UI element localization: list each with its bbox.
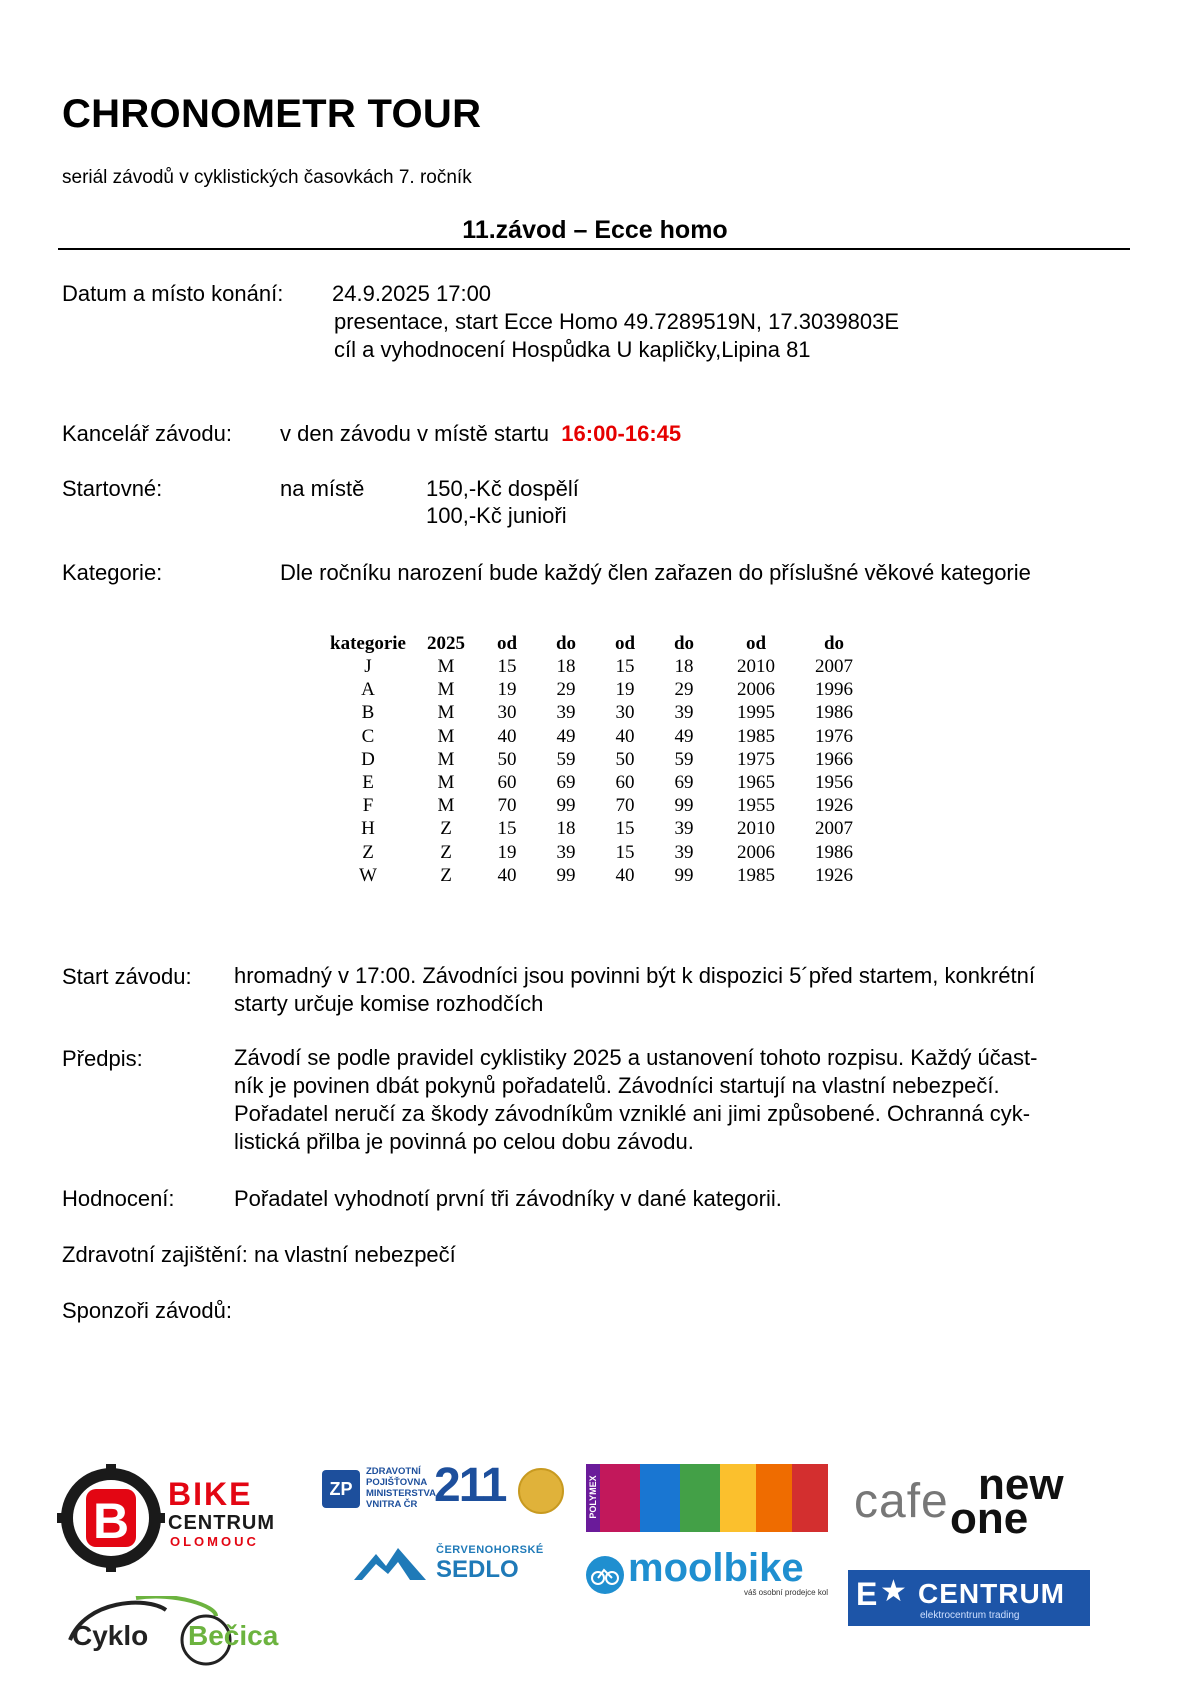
table-cell: 99 xyxy=(674,864,694,886)
table-cell: 18 xyxy=(674,656,694,678)
table-cell: 2007 xyxy=(815,818,853,840)
bike-centrum-logo xyxy=(56,1464,306,1572)
rules-line-4: listická přilba je povinná po celou dobu závodu. xyxy=(234,1129,694,1154)
table-cell: 39 xyxy=(674,841,694,863)
table-cell: 15 xyxy=(497,818,517,840)
bike-glyph xyxy=(586,1556,624,1594)
start-line-2: starty určuje komise rozhodčích xyxy=(234,991,544,1016)
table-cell: 15 xyxy=(615,818,635,840)
ecentrum-name: CENTRUM xyxy=(918,1578,1065,1609)
fee-adult: 150,-Kč dospělí xyxy=(426,476,579,501)
table-cell: 15 xyxy=(615,656,635,678)
table-row xyxy=(322,771,870,794)
cafe-word: cafe xyxy=(854,1475,949,1528)
eval-text: Pořadatel vyhodnotí první tři závodníky v dané kategorii. xyxy=(234,1186,782,1211)
zp-icon: ZP xyxy=(322,1470,360,1508)
table-cell: 1926 xyxy=(815,864,853,886)
table-cell: 50 xyxy=(615,748,635,770)
superbrands-badge-icon xyxy=(518,1468,564,1514)
venue-finish: cíl a vyhodnocení Hospůdka U kapličky,Lipina 81 xyxy=(334,337,811,362)
table-cell: 99 xyxy=(556,795,576,817)
office-time: 16:00-16:45 xyxy=(561,421,682,446)
table-cell: 99 xyxy=(556,864,576,886)
sponsors-label: Sponzoři závodů: xyxy=(62,1298,232,1323)
table-header-cell: do xyxy=(555,633,577,654)
table-row xyxy=(322,678,870,701)
svg-text:B: B xyxy=(92,1493,130,1549)
table-row xyxy=(322,748,870,771)
ecentrum-logo xyxy=(848,1570,1090,1626)
table-cell: M xyxy=(437,679,455,701)
table-cell: M xyxy=(437,795,455,817)
table-cell: 39 xyxy=(674,818,694,840)
cyklo-word: Cyklo xyxy=(72,1620,149,1651)
table-cell: 40 xyxy=(497,725,517,747)
table-cell: M xyxy=(437,702,455,724)
table-cell: 1955 xyxy=(737,795,775,817)
table-cell: 39 xyxy=(556,841,576,863)
table-cell: M xyxy=(437,656,455,678)
bike-centrum-l3: OLOMOUC xyxy=(170,1534,259,1549)
cyklo-becica-logo xyxy=(66,1596,302,1668)
table-cell: 1986 xyxy=(815,841,853,863)
table-cell: 2006 xyxy=(737,841,775,863)
polymex-block-3 xyxy=(680,1464,720,1532)
bike-centrum-l2: CENTRUM xyxy=(168,1512,275,1534)
fee-label: Startovné: xyxy=(62,476,163,501)
sedlo-l1: ČERVENOHORSKÉ xyxy=(436,1544,544,1556)
table-cell: 49 xyxy=(556,725,576,747)
table-cell: 59 xyxy=(556,748,576,770)
moolbike-tag: váš osobní prodejce kol xyxy=(744,1588,829,1597)
table-cell: 1986 xyxy=(815,702,853,724)
bike-icon xyxy=(586,1556,624,1594)
zp-l1: ZDRAVOTNÍ xyxy=(366,1466,421,1477)
table-cell: 19 xyxy=(497,841,517,863)
page-subtitle: seriál závodů v cyklistických časovkách 7. ročník xyxy=(62,167,472,188)
table-cell: D xyxy=(361,748,375,770)
table-cell: 2006 xyxy=(737,679,775,701)
rules-text xyxy=(234,1044,1037,1156)
polymex-logo xyxy=(586,1464,828,1532)
table-cell: 49 xyxy=(674,725,694,747)
zp-number: 211 xyxy=(434,1459,506,1512)
mountain-icon xyxy=(354,1544,426,1584)
table-cell: 30 xyxy=(497,702,517,724)
table-cell: M xyxy=(437,748,455,770)
table-cell: 40 xyxy=(615,864,635,886)
moolbike-logo xyxy=(586,1546,832,1600)
table-cell: Z xyxy=(440,818,452,840)
table-header-cell: od xyxy=(745,633,767,654)
table-cell: 99 xyxy=(674,795,694,817)
table-cell: 1995 xyxy=(737,702,775,724)
polymex-block-5 xyxy=(756,1464,792,1532)
table-cell: 1966 xyxy=(815,748,853,770)
bike-centrum-l1: BIKE xyxy=(168,1476,253,1512)
table-cell: 1976 xyxy=(815,725,853,747)
one-word: one xyxy=(950,1494,1029,1543)
table-cell: 1965 xyxy=(737,772,775,794)
new-word: new xyxy=(978,1460,1064,1509)
page-title: CHRONOMETR TOUR xyxy=(62,92,482,136)
table-cell: Z xyxy=(440,841,452,863)
sedlo-logo xyxy=(354,1540,544,1588)
table-cell: E xyxy=(362,772,374,794)
office-text xyxy=(280,421,681,447)
zp-l4: VNITRA ČR xyxy=(366,1499,418,1510)
table-cell: 19 xyxy=(497,679,517,701)
category-label: Kategorie: xyxy=(62,560,163,585)
table-cell: 1926 xyxy=(815,795,853,817)
zp-mv-logo xyxy=(322,1459,562,1516)
table-header-cell: od xyxy=(496,633,518,654)
table-cell: 15 xyxy=(615,841,635,863)
fee-junior: 100,-Kč junioři xyxy=(426,503,567,528)
zp-l3: MINISTERSTVA xyxy=(366,1488,437,1499)
fee-where: na místě xyxy=(280,476,365,501)
table-cell: W xyxy=(359,864,377,886)
table-cell: 69 xyxy=(556,772,576,794)
table-cell: H xyxy=(361,818,375,840)
table-cell: 2007 xyxy=(815,656,853,678)
table-cell: 29 xyxy=(674,679,694,701)
ecentrum-tag: elektrocentrum trading xyxy=(920,1610,1020,1621)
table-cell: 50 xyxy=(497,748,517,770)
table-cell: 1985 xyxy=(737,725,775,747)
eval-label: Hodnocení: xyxy=(62,1186,175,1211)
polymex-block-6 xyxy=(792,1464,828,1532)
table-cell: 15 xyxy=(497,656,517,678)
rules-line-1: Závodí se podle pravidel cyklistiky 2025 a ustanovení tohoto rozpisu. Každý účast- xyxy=(234,1045,1038,1070)
table-cell: 19 xyxy=(615,679,635,701)
rules-line-2: ník je povinen dbát pokynů pořadatelů. Závodníci startují na vlastní nebezpečí. xyxy=(234,1073,1000,1098)
table-cell: 1975 xyxy=(737,748,775,770)
table-row xyxy=(322,794,870,817)
table-cell: Z xyxy=(440,864,452,886)
table-header-row xyxy=(322,632,870,655)
table-header-cell: do xyxy=(673,633,695,654)
table-cell: 39 xyxy=(674,702,694,724)
table-row xyxy=(322,817,870,840)
office-label: Kancelář závodu: xyxy=(62,421,232,446)
table-cell: M xyxy=(437,725,455,747)
table-row xyxy=(322,725,870,748)
polymex-name: POLYMEX xyxy=(588,1475,598,1519)
category-table xyxy=(322,632,870,887)
start-line-1: hromadný v 17:00. Závodníci jsou povinni být k dispozici 5´před startem, konkrétní xyxy=(234,963,1035,988)
table-cell: 60 xyxy=(497,772,517,794)
table-cell: 40 xyxy=(615,725,635,747)
race-heading: 11.závod – Ecce homo xyxy=(462,216,728,244)
sedlo-l2: SEDLO xyxy=(436,1556,519,1583)
table-header-cell: kategorie xyxy=(330,633,406,654)
ecentrum-e: E xyxy=(856,1576,878,1612)
table-cell: J xyxy=(364,656,372,678)
table-cell: F xyxy=(362,795,374,817)
start-text xyxy=(234,962,1035,1018)
table-cell: 59 xyxy=(674,748,694,770)
polymex-block-2 xyxy=(640,1464,680,1532)
polymex-block-4 xyxy=(720,1464,756,1532)
table-row xyxy=(322,864,870,887)
rules-line-3: Pořadatel neručí za škody závodníkům vzniklé ani jimi způsobené. Ochranná cyk- xyxy=(234,1101,1031,1126)
table-cell: 39 xyxy=(556,702,576,724)
table-cell: C xyxy=(361,725,375,747)
table-row xyxy=(322,701,870,724)
table-cell: 60 xyxy=(615,772,635,794)
table-cell: 29 xyxy=(556,679,576,701)
table-cell: 18 xyxy=(556,656,576,678)
zp-l2: POJIŠŤOVNA xyxy=(366,1477,428,1488)
moolbike-name: moolbike xyxy=(628,1546,804,1590)
category-text: Dle ročníku narození bude každý člen zařazen do příslušné věkové kategorie xyxy=(280,560,1031,585)
table-cell: 70 xyxy=(497,795,517,817)
table-cell: M xyxy=(437,772,455,794)
office-text-value: v den závodu v místě startu xyxy=(280,421,550,446)
table-header-cell: 2025 xyxy=(427,633,465,654)
table-row xyxy=(322,655,870,678)
health-text: Zdravotní zajištění: na vlastní nebezpečí xyxy=(62,1242,456,1267)
table-cell: 69 xyxy=(674,772,694,794)
table-header-cell: do xyxy=(823,633,845,654)
zp-text xyxy=(366,1466,436,1510)
star-icon: ★ xyxy=(880,1575,907,1608)
polymex-block-1 xyxy=(600,1464,640,1532)
table-cell: Z xyxy=(362,841,374,863)
venue-label: Datum a místo konání: xyxy=(62,281,284,306)
venue-start: presentace, start Ecce Homo 49.7289519N, 17.3039803E xyxy=(334,309,900,334)
table-cell: 1996 xyxy=(815,679,853,701)
venue-date: 24.9.2025 17:00 xyxy=(332,281,492,306)
table-cell: 2010 xyxy=(737,818,775,840)
table-header-cell: od xyxy=(614,633,636,654)
table-cell: 2010 xyxy=(737,656,775,678)
table-row xyxy=(322,841,870,864)
table-cell: 40 xyxy=(497,864,517,886)
rules-label: Předpis: xyxy=(62,1046,143,1071)
table-cell: 18 xyxy=(556,818,576,840)
table-cell: 1985 xyxy=(737,864,775,886)
table-cell: 70 xyxy=(615,795,635,817)
table-cell: B xyxy=(361,702,375,724)
becica-word: Bečica xyxy=(188,1620,279,1651)
table-cell: 1956 xyxy=(815,772,853,794)
heading-divider xyxy=(58,248,1130,250)
start-label: Start závodu: xyxy=(62,964,192,989)
cafe-new-one-logo xyxy=(854,1460,1084,1546)
table-cell: 30 xyxy=(615,702,635,724)
table-cell: A xyxy=(361,679,375,701)
